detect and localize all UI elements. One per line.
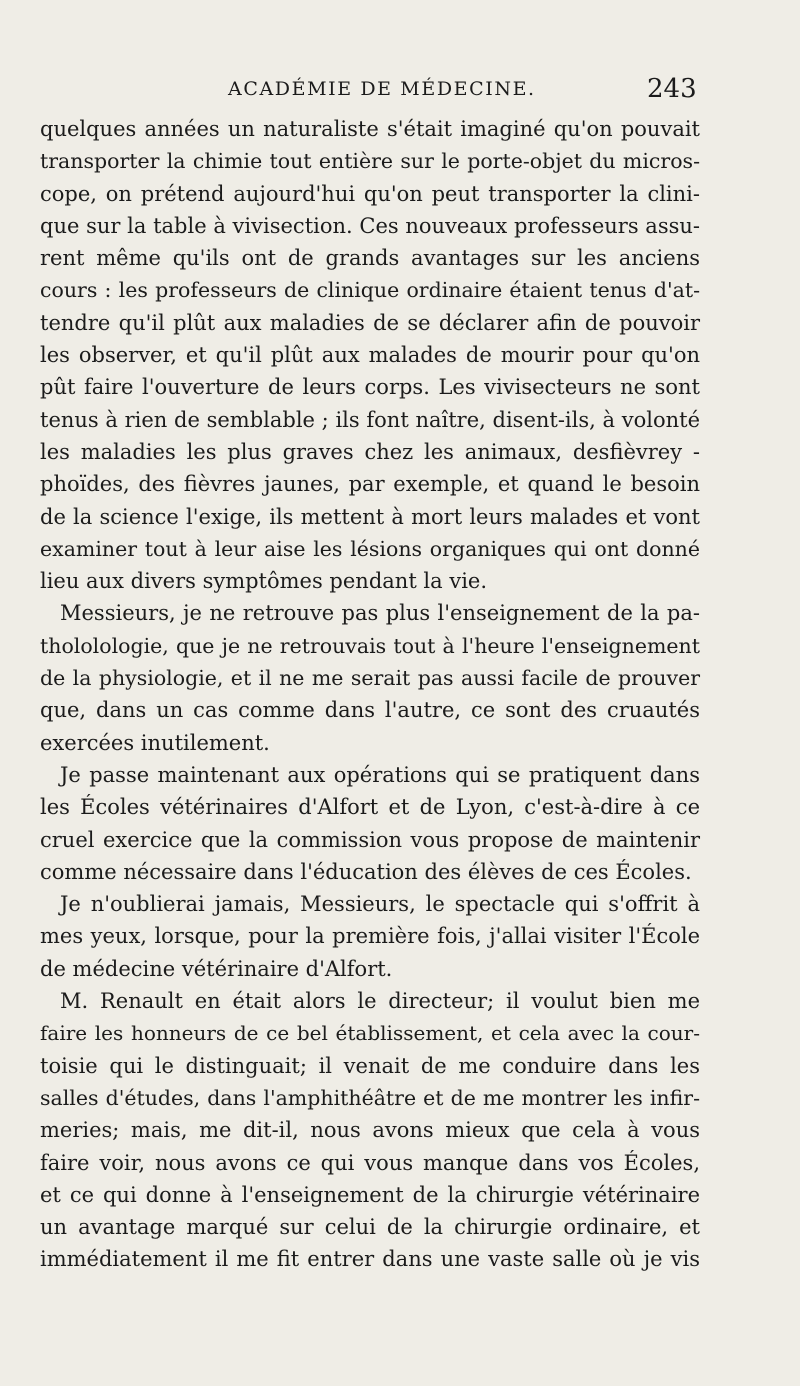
- body-text: [40, 113, 700, 1276]
- text-line: cours : les professeurs de clinique ordinaire étaient tenus d'at-: [40, 278, 700, 303]
- text-line: thololologie, que je ne retrouvais tout à l'heure l'enseignement: [40, 633, 700, 658]
- text-line: Je n'oublierai jamais, Messieurs, le spectacle qui s'offrit à: [60, 892, 700, 917]
- text-line: les Écoles vétérinaires d'Alfort et de Lyon, c'est-à-dire à ce: [40, 795, 700, 820]
- text-line: comme nécessaire dans l'éducation des élèves de ces Écoles.: [40, 859, 692, 884]
- text-line: quelques années un naturaliste s'était imaginé qu'on pouvait: [40, 117, 700, 141]
- text-line: de la physiologie, et il ne me serait pas aussi facile de prouver: [40, 666, 700, 691]
- text-line: tendre qu'il plût aux maladies de se déclarer afin de pouvoir: [40, 310, 700, 335]
- text-line: meries; mais, me dit-il, nous avons mieux que cela à vous: [40, 1118, 700, 1143]
- text-line: que, dans un cas comme dans l'autre, ce sont des cruautés: [40, 698, 700, 723]
- text-line: phoïdes, des fièvres jaunes, par exemple, et quand le besoin: [40, 472, 700, 497]
- text-line: rent même qu'ils ont de grands avantages sur les anciens: [40, 246, 700, 271]
- text-line: toisie qui le distinguait; il venait de me conduire dans les: [40, 1053, 700, 1078]
- text-line: de médecine vétérinaire d'Alfort.: [40, 956, 393, 981]
- text-line: transporter la chimie tout entière sur le porte-objet du micros-: [40, 149, 700, 174]
- text-line: un avantage marqué sur celui de la chirurgie ordinaire, et: [40, 1215, 700, 1240]
- running-header: [0, 74, 800, 108]
- text-line: les observer, et qu'il plût aux malades de mourir pour qu'on: [40, 343, 700, 368]
- text-line: Je passe maintenant aux opérations qui se pratiquent dans: [60, 762, 700, 787]
- text-line: cope, on prétend aujourd'hui qu'on peut transporter la clini-: [40, 181, 700, 206]
- running-title: ACADÉMIE DE MÉDECINE.: [228, 78, 536, 100]
- text-line: tenus à rien de semblable ; ils font naître, disent-ils, à volonté: [40, 407, 700, 432]
- text-line: les maladies les plus graves chez les animaux, desfièvrey -: [40, 439, 700, 464]
- text-line: faire les honneurs de ce bel établissement, et cela avec la cour-: [40, 1021, 700, 1046]
- text-line: pût faire l'ouverture de leurs corps. Les vivisecteurs ne sont: [40, 375, 700, 400]
- text-line: cruel exercice que la commission vous propose de maintenir: [40, 827, 700, 852]
- text-line: mes yeux, lorsque, pour la première fois, j'allai visiter l'École: [40, 924, 700, 949]
- text-line: de la science l'exige, ils mettent à mort leurs malades et vont: [40, 504, 700, 529]
- text-line: que sur la table à vivisection. Ces nouveaux professeurs assu-: [40, 213, 700, 238]
- text-line: faire voir, nous avons ce qui vous manque dans vos Écoles,: [40, 1150, 700, 1175]
- text-line: salles d'études, dans l'amphithéâtre et de me montrer les infir-: [40, 1085, 700, 1110]
- text-line: examiner tout à leur aise les lésions organiques qui ont donné: [40, 536, 700, 561]
- text-line: immédiatement il me fit entrer dans une vaste salle où je vis: [40, 1247, 700, 1272]
- text-line: M. Renault en était alors le directeur; il voulut bien me: [60, 989, 700, 1014]
- text-line: Messieurs, je ne retrouve pas plus l'enseignement de la pa-: [60, 601, 700, 626]
- page-number: 243: [647, 74, 697, 104]
- text-line: et ce qui donne à l'enseignement de la chirurgie vétérinaire: [40, 1182, 700, 1207]
- text-line: exercées inutilement.: [40, 730, 270, 755]
- text-line: lieu aux divers symptômes pendant la vie.: [40, 569, 488, 594]
